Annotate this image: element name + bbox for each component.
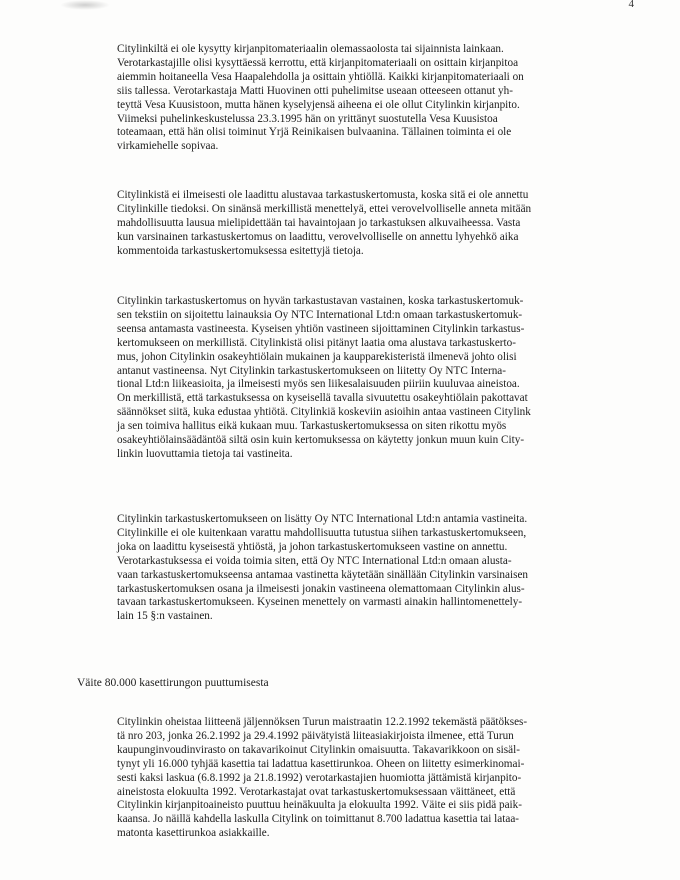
paragraph-kirjanpitomateriaali <box>117 43 637 154</box>
text-line: tynyt yli 16.000 tyhjää kasettia tai ladattua kasettirunkoa. Oheen on liitetty esimerkinomai- <box>117 757 525 770</box>
text-line: kaupunginvoudinvirasto on takavarikoinut Citylinkin omaisuutta. Takavarikkoon on sisäl- <box>117 743 520 756</box>
text-line: Viimeksi puhelinkeskustelussa 23.3.1995 hän on yrittänyt suostutella Vesa Kuusistoa <box>117 112 498 125</box>
text-line: matonta kasettirunkoa asiakkaille. <box>117 827 270 840</box>
text-line: virkamiehelle sopivaa. <box>117 140 219 153</box>
text-line: Citylinkin oheistaa liitteenä jäljennöksen Turun maistraatin 12.2.1992 tekemästä päätökses- <box>117 716 528 728</box>
text-line: kertomukseen on merkillistä. Citylinkistä olisi pitänyt laatia oma alustava tarkastuskerto- <box>117 336 516 349</box>
text-line: sen tekstiin on sijoitettu lainauksia Oy NTC International Ltd:n omaan tarkastuskertomuk- <box>117 308 523 321</box>
page-number: 4 <box>628 0 634 10</box>
text-line: On merkillistä, että tarkastuksessa on kyseisellä tavalla sivuutettu osakeyhtiölain pakottavat <box>117 392 528 405</box>
text-line: Verotarkastuksessa ei voida toimia siten, että Oy NTC International Ltd:n omaan alusta- <box>117 554 512 567</box>
text-line: tä nro 203, jonka 26.2.1992 ja 29.4.1992 päivätyistä liiteasiakirjoista ilmenee, että Turun <box>117 729 514 742</box>
text-line: mahdollisuutta lausua mielipidettään tai havaintojaan jo tarkastuksen alkuvaiheessa. Vasta <box>117 216 521 229</box>
text-line: aiemmin hoitaneella Vesa Haapalehdolla ja osittain yhtiöllä. Kaikki kirjanpitomateriaali on <box>117 70 524 83</box>
text-line: ja sen toimiva hallitus eikä kukaan muu. Tarkastuskertomuksessa on siten rikottu myös <box>117 420 507 433</box>
text-line: toteamaan, että hän olisi toiminut Yrjä Reinikaisen bulvaanina. Tällainen toiminta ei ole <box>117 126 512 139</box>
text-line: tarkastuskertomuksen osana ja ilmeisesti jonakin vastineena olemattomaan Citylinkin alus- <box>117 582 525 595</box>
text-line: Citylinkin tarkastuskertomukseen on lisätty Oy NTC International Ltd:n antamia vastineita. <box>117 513 528 525</box>
text-line: aineistosta elokuulta 1992. Verotarkastajat ovat tarkastuskertomuksessaan väittäneet, että <box>117 785 516 798</box>
text-line: kun varsinainen tarkastuskertomus on laadittu, verovelvolliselle on annettu lyhyehkö aika <box>117 230 519 243</box>
text-line: lain 15 §:n vastainen. <box>117 610 213 623</box>
text-line: teyttä Vesa Kuusistoon, mutta hänen kyselyjensä aiheena ei ole ollut Citylinkin kirjanpito. <box>117 98 520 111</box>
section-heading: Väite 80.000 kasettirungon puuttumisesta <box>77 677 269 689</box>
text-line: Citylinkiltä ei ole kysytty kirjanpitomateriaalin olemassaolosta tai sijainnista lainkaan. <box>117 43 504 55</box>
text-line: säännökset siitä, kuka edustaa yhtiötä. Citylinkiä koskeviin asioihin antaa vastineen Citylink <box>117 406 531 419</box>
text-line: tional Ltd:n liikeasioita, ja ilmeisesti myös sen liikesalaisuuden piiriin kuuluvaa aineistoa. <box>117 378 520 391</box>
text-line: tavaan tarkastuskertomukseen. Kyseinen menettely on varmasti ainakin hallintomenettely- <box>117 596 523 609</box>
text-line: sesti kaksi laskua (6.8.1992 ja 21.8.1992) verotarkastajien huomiotta jättämistä kirjanpito- <box>117 771 522 784</box>
text-line: Citylinkin kirjanpitoaineisto puuttuu heinäkuulta ja elokuulta 1992. Väite ei siis pidä paik- <box>117 799 522 812</box>
text-line: seensa antamasta vastineesta. Kyseisen yhtiön vastineen sijoittaminen Citylinkin tarkastus- <box>117 322 525 335</box>
text-line: Citylinkistä ei ilmeisesti ole laadittu alustavaa tarkastuskertomusta, koska sitä ei ole annettu <box>117 189 529 201</box>
text-line: Citylinkille tiedoksi. On sinänsä merkillistä menettelyä, ettei verovelvolliselle anneta mitään <box>117 202 532 215</box>
text-line: Verotarkastajille olisi kysyttäessä kerrottu, että kirjanpitomateriaali on osittain kirjanpitoa <box>117 56 519 69</box>
paragraph-takavarikko <box>117 716 637 841</box>
paragraph-hyvan-tarkastustavan-vastainen <box>117 295 637 462</box>
text-line: mus, johon Citylinkin osakeyhtiölain mukainen ja kaupparekisteristä ilmenevä johto olisi <box>117 350 517 363</box>
scan-smudge <box>60 0 110 10</box>
text-line: vaan tarkastuskertomukseensa antamaa vastinetta käytetään sinällään Citylinkin varsinaisen <box>117 568 529 581</box>
text-line: Citylinkille ei ole kuitenkaan varattu mahdollisuutta tutustua siihen tarkastuskertomukseen, <box>117 526 527 539</box>
text-line: osakeyhtiölainsäädäntöä siltä osin kuin kertomuksessa on käytetty jonkun muun kuin City- <box>117 434 525 447</box>
text-line: siis tallessa. Verotarkastaja Matti Huovinen otti puhelimitse useaan otteeseen ottanut yh- <box>117 84 513 97</box>
text-line: antanut vastineensa. Nyt Citylinkin tarkastuskertomukseen on liitetty Oy NTC Interna- <box>117 364 506 377</box>
text-line: kommentoida tarkastuskertomuksessa esitettyjä tietoja. <box>117 244 364 257</box>
text-line: joka on laadittu kyseisestä yhtiöstä, ja johon tarkastuskertomukseen vastine on annettu. <box>117 540 508 553</box>
text-line: kaansa. Jo näillä kahdella laskulla Citylink on toimittanut 8.700 ladattua kasettia tai lataa- <box>117 813 520 826</box>
text-line: Citylinkin tarkastuskertomus on hyvän tarkastustavan vastainen, koska tarkastuskertomuk- <box>117 295 524 307</box>
text-line: linkin luovuttamia tietoja tai vastineita. <box>117 447 293 460</box>
paragraph-alustava-tarkastuskertomus <box>117 189 637 259</box>
paragraph-ntc-vastineet <box>117 513 637 624</box>
